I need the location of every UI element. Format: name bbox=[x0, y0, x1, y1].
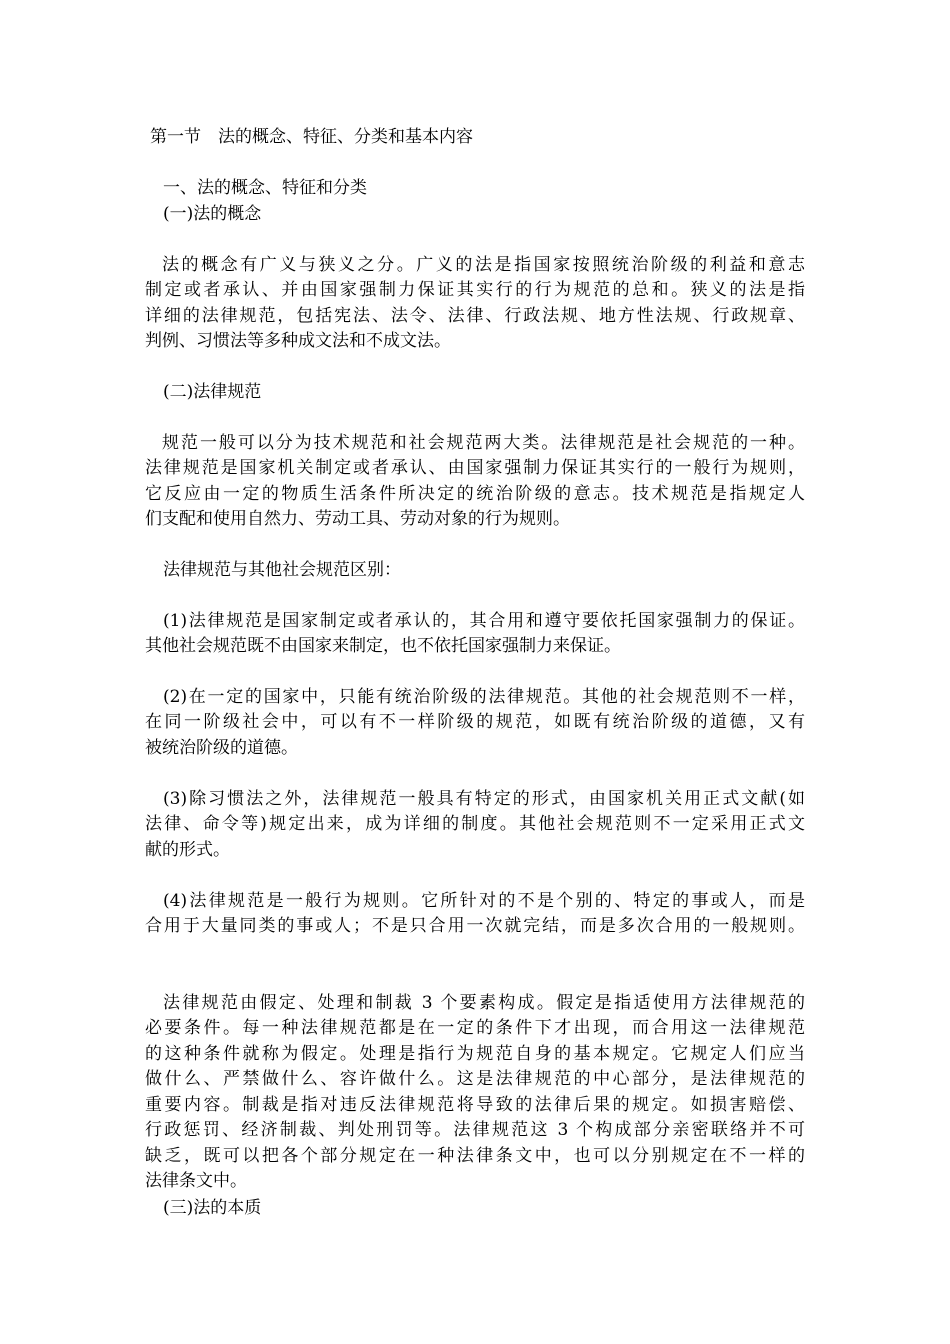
paragraph-line: 在同一阶级社会中，可以有不一样阶级的规范，如既有统治阶级的道德，又有 bbox=[145, 712, 805, 732]
paragraph-differences-intro: 法律规范与其他社会规范区别： bbox=[163, 560, 401, 580]
paragraph-line: (2)在一定的国家中，只能有统治阶级的法律规范。其他的社会规范则不一样， bbox=[163, 687, 805, 707]
paragraph-line: 献的形式。 bbox=[145, 840, 230, 860]
paragraph-line: 法的概念有广义与狭义之分。广义的法是指国家按照统治阶级的利益和意志 bbox=[162, 255, 805, 275]
subheading-legal-norms: (二)法律规范 bbox=[163, 382, 262, 402]
paragraph-line: 法律条文中。 bbox=[145, 1171, 247, 1191]
paragraph-line: 规范一般可以分为技术规范和社会规范两大类。法律规范是社会规范的一种。 bbox=[162, 433, 805, 453]
paragraph-line: 们支配和使用自然力、劳动工具、劳动对象的行为规则。 bbox=[145, 509, 570, 529]
paragraph-line: 法律、命令等)规定出来，成为详细的制度。其他社会规范则不一定采用正式文 bbox=[145, 814, 805, 834]
subheading-law-essence: (三)法的本质 bbox=[163, 1198, 262, 1218]
paragraph-line: 缺乏，既可以把各个部分规定在一种法律条文中，也可以分别规定在不一样的 bbox=[145, 1146, 805, 1166]
paragraph-line: 它反应由一定的物质生活条件所决定的统治阶级的意志。技术规范是指规定人 bbox=[145, 484, 805, 504]
paragraph-line: 被统治阶级的道德。 bbox=[145, 738, 298, 758]
paragraph-line: (4)法律规范是一般行为规则。它所针对的不是个别的、特定的事或人，而是 bbox=[163, 891, 805, 911]
paragraph-line: 行政惩罚、经济制裁、判处刑罚等。法律规范这 3 个构成部分亲密联络并不可 bbox=[145, 1120, 805, 1140]
paragraph-line: 合用于大量同类的事或人；不是只合用一次就完结，而是多次合用的一般规则。 bbox=[145, 916, 805, 936]
paragraph-line: 详细的法律规范，包括宪法、法令、法律、行政法规、地方性法规、行政规章、 bbox=[145, 306, 805, 326]
paragraph-line: 重要内容。制裁是指对违反法律规范将导致的法律后果的规定。如损害赔偿、 bbox=[145, 1095, 805, 1115]
paragraph-line: 判例、习惯法等多种成文法和不成文法。 bbox=[145, 331, 451, 351]
heading-concept-features: 一、法的概念、特征和分类 bbox=[163, 178, 367, 198]
paragraph-line: 的这种条件就称为假定。处理是指行为规范自身的基本规定。它规定人们应当 bbox=[145, 1044, 805, 1064]
paragraph-line: 法律规范由假定、处理和制裁 3 个要素构成。假定是指适使用方法律规范的 bbox=[163, 993, 805, 1013]
subheading-law-concept: (一)法的概念 bbox=[163, 204, 262, 224]
section-title: 第一节 法的概念、特征、分类和基本内容 bbox=[150, 127, 473, 147]
paragraph-line: 做什么、严禁做什么、容许做什么。这是法律规范的中心部分，是法律规范的 bbox=[145, 1069, 805, 1089]
paragraph-line: (3)除习惯法之外，法律规范一般具有特定的形式，由国家机关用正式文献(如 bbox=[163, 789, 805, 809]
paragraph-line: (1)法律规范是国家制定或者承认的，其合用和遵守要依托国家强制力的保证。 bbox=[163, 611, 805, 631]
paragraph-line: 制定或者承认、并由国家强制力保证其实行的行为规范的总和。狭义的法是指 bbox=[145, 280, 805, 300]
paragraph-line: 必要条件。每一种法律规范都是在一定的条件下才出现，而合用这一法律规范 bbox=[145, 1018, 805, 1038]
paragraph-line: 其他社会规范既不由国家来制定，也不依托国家强制力来保证。 bbox=[145, 636, 621, 656]
paragraph-line: 法律规范是国家机关制定或者承认、由国家强制力保证其实行的一般行为规则， bbox=[145, 458, 805, 478]
